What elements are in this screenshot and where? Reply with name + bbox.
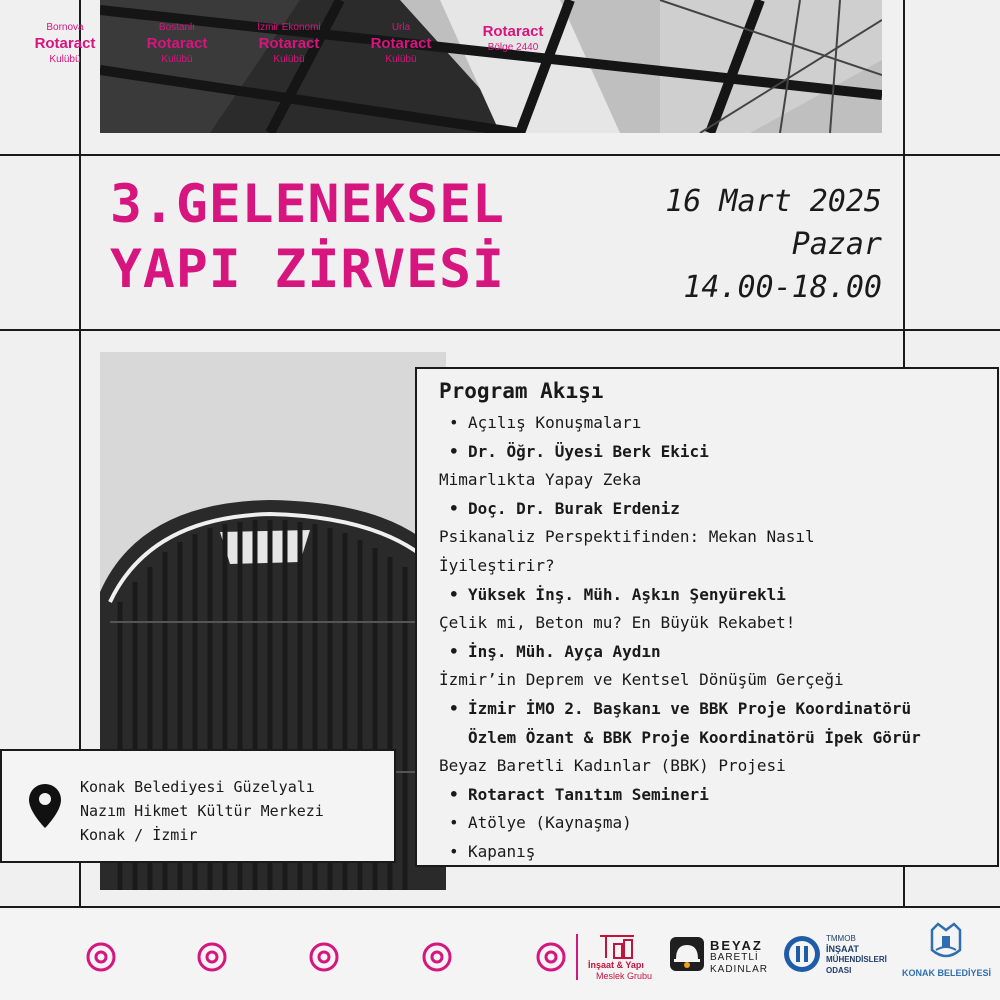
program-speaker-cont: Özlem Özant & BBK Proje Koordinatörü İpek Görür (468, 727, 921, 747)
rotary-wheel-icons (0, 930, 580, 980)
program-talk: Psikanaliz Perspektifinden: Mekan Nasıl (439, 527, 815, 547)
program-talk: Çelik mi, Beton mu? En Büyük Rekabet! (439, 613, 796, 633)
program-speaker: • İnş. Müh. Ayça Aydın (439, 638, 987, 667)
grid-line (0, 329, 1000, 331)
location-address (80, 775, 324, 847)
rotaract-wordmark: Rotaract (146, 35, 208, 52)
tmmob-line2: İNŞAAT (826, 944, 859, 954)
program-list (439, 409, 987, 867)
rotaract-club-name: İzmir Ekonomi (257, 22, 321, 33)
tmmob-imo-emblem-icon (782, 934, 822, 974)
rotaract-club-name: Bornova (46, 22, 84, 33)
meslek-grubu-line2: Meslek Grubu (596, 971, 653, 981)
rotaract-district-label: Bölge 2440 (487, 42, 539, 53)
rotaract-logo (346, 22, 456, 82)
program-heading: Program Akışı (439, 379, 604, 403)
rotaract-club-name: Bostanlı (158, 22, 196, 33)
program-talk: Beyaz Baretli Kadınlar (BBK) Projesi (439, 756, 786, 776)
location-line2: Nazım Hikmet Kültür Merkezi (80, 802, 324, 820)
hard-hat-icon (668, 935, 706, 973)
event-day: Pazar (791, 227, 882, 262)
rotaract-club-label: Kulübü (49, 54, 81, 65)
rotaract-logo (122, 22, 232, 82)
program-speaker: • İzmir İMO 2. Başkanı ve BBK Proje Koordinatörü (439, 695, 987, 724)
event-date: 16 Mart 2025 (665, 184, 882, 219)
crane-building-icon (598, 932, 638, 960)
logo-divider (576, 934, 578, 980)
program-panel (415, 367, 999, 867)
beyaz-logo-line2: BARETLİ (710, 952, 759, 963)
event-title-line2: YAPI ZİRVESİ (110, 239, 505, 300)
rotaract-logo (10, 22, 120, 82)
event-date-block (665, 180, 882, 309)
rotaract-club-label: Kulübü (385, 54, 417, 65)
program-item: • Açılış Konuşmaları (439, 409, 987, 438)
beyaz-logo-line1: BEYAZ (710, 938, 763, 953)
konak-belediyesi-label: KONAK BELEDİYESİ (902, 968, 992, 978)
rotaract-logo (234, 22, 344, 82)
tmmob-line3: MÜHENDİSLERİ (826, 955, 887, 964)
konak-municipality-emblem-icon (926, 920, 966, 964)
tmmob-line4: ODASI (826, 966, 852, 975)
map-pin-icon (28, 783, 62, 829)
event-time: 14.00-18.00 (683, 270, 882, 305)
program-speaker: • Dr. Öğr. Üyesi Berk Ekici (439, 438, 987, 467)
program-talk: Mimarlıkta Yapay Zeka (439, 470, 642, 490)
beyaz-logo-line3: KADINLAR (710, 964, 769, 975)
rotaract-club-label: Kulübü (161, 54, 193, 65)
rotaract-club-name: Urla (391, 22, 411, 33)
rotaract-wordmark: Rotaract (370, 35, 432, 52)
rotaract-club-label: Kulübü (273, 54, 305, 65)
event-title (110, 172, 505, 302)
rotaract-wordmark: Rotaract (34, 35, 96, 52)
location-panel (0, 749, 396, 863)
program-talk: İzmir’in Deprem ve Kentsel Dönüşüm Gerçeği (439, 670, 844, 690)
program-speaker: • Rotaract Tanıtım Semineri (439, 781, 987, 810)
location-line3: Konak / İzmir (80, 826, 198, 844)
program-talk: İyileştirir? (439, 555, 555, 575)
location-line1: Konak Belediyesi Güzelyalı (80, 778, 315, 796)
grid-line (0, 154, 1000, 156)
rotaract-logo (458, 22, 568, 82)
event-title-line1: 3.GELENEKSEL (110, 174, 505, 235)
tmmob-line1: TMMOB (826, 934, 856, 943)
program-item: • Atölye (Kaynaşma) (439, 809, 987, 838)
program-speaker: • Doç. Dr. Burak Erdeniz (439, 495, 987, 524)
meslek-grubu-line1: İnşaat & Yapı (588, 960, 644, 970)
rotaract-wordmark: Rotaract (482, 23, 544, 40)
rotaract-wordmark: Rotaract (258, 35, 320, 52)
program-item: • Kapanış (439, 838, 987, 867)
program-speaker: • Yüksek İnş. Müh. Aşkın Şenyürekli (439, 581, 987, 610)
